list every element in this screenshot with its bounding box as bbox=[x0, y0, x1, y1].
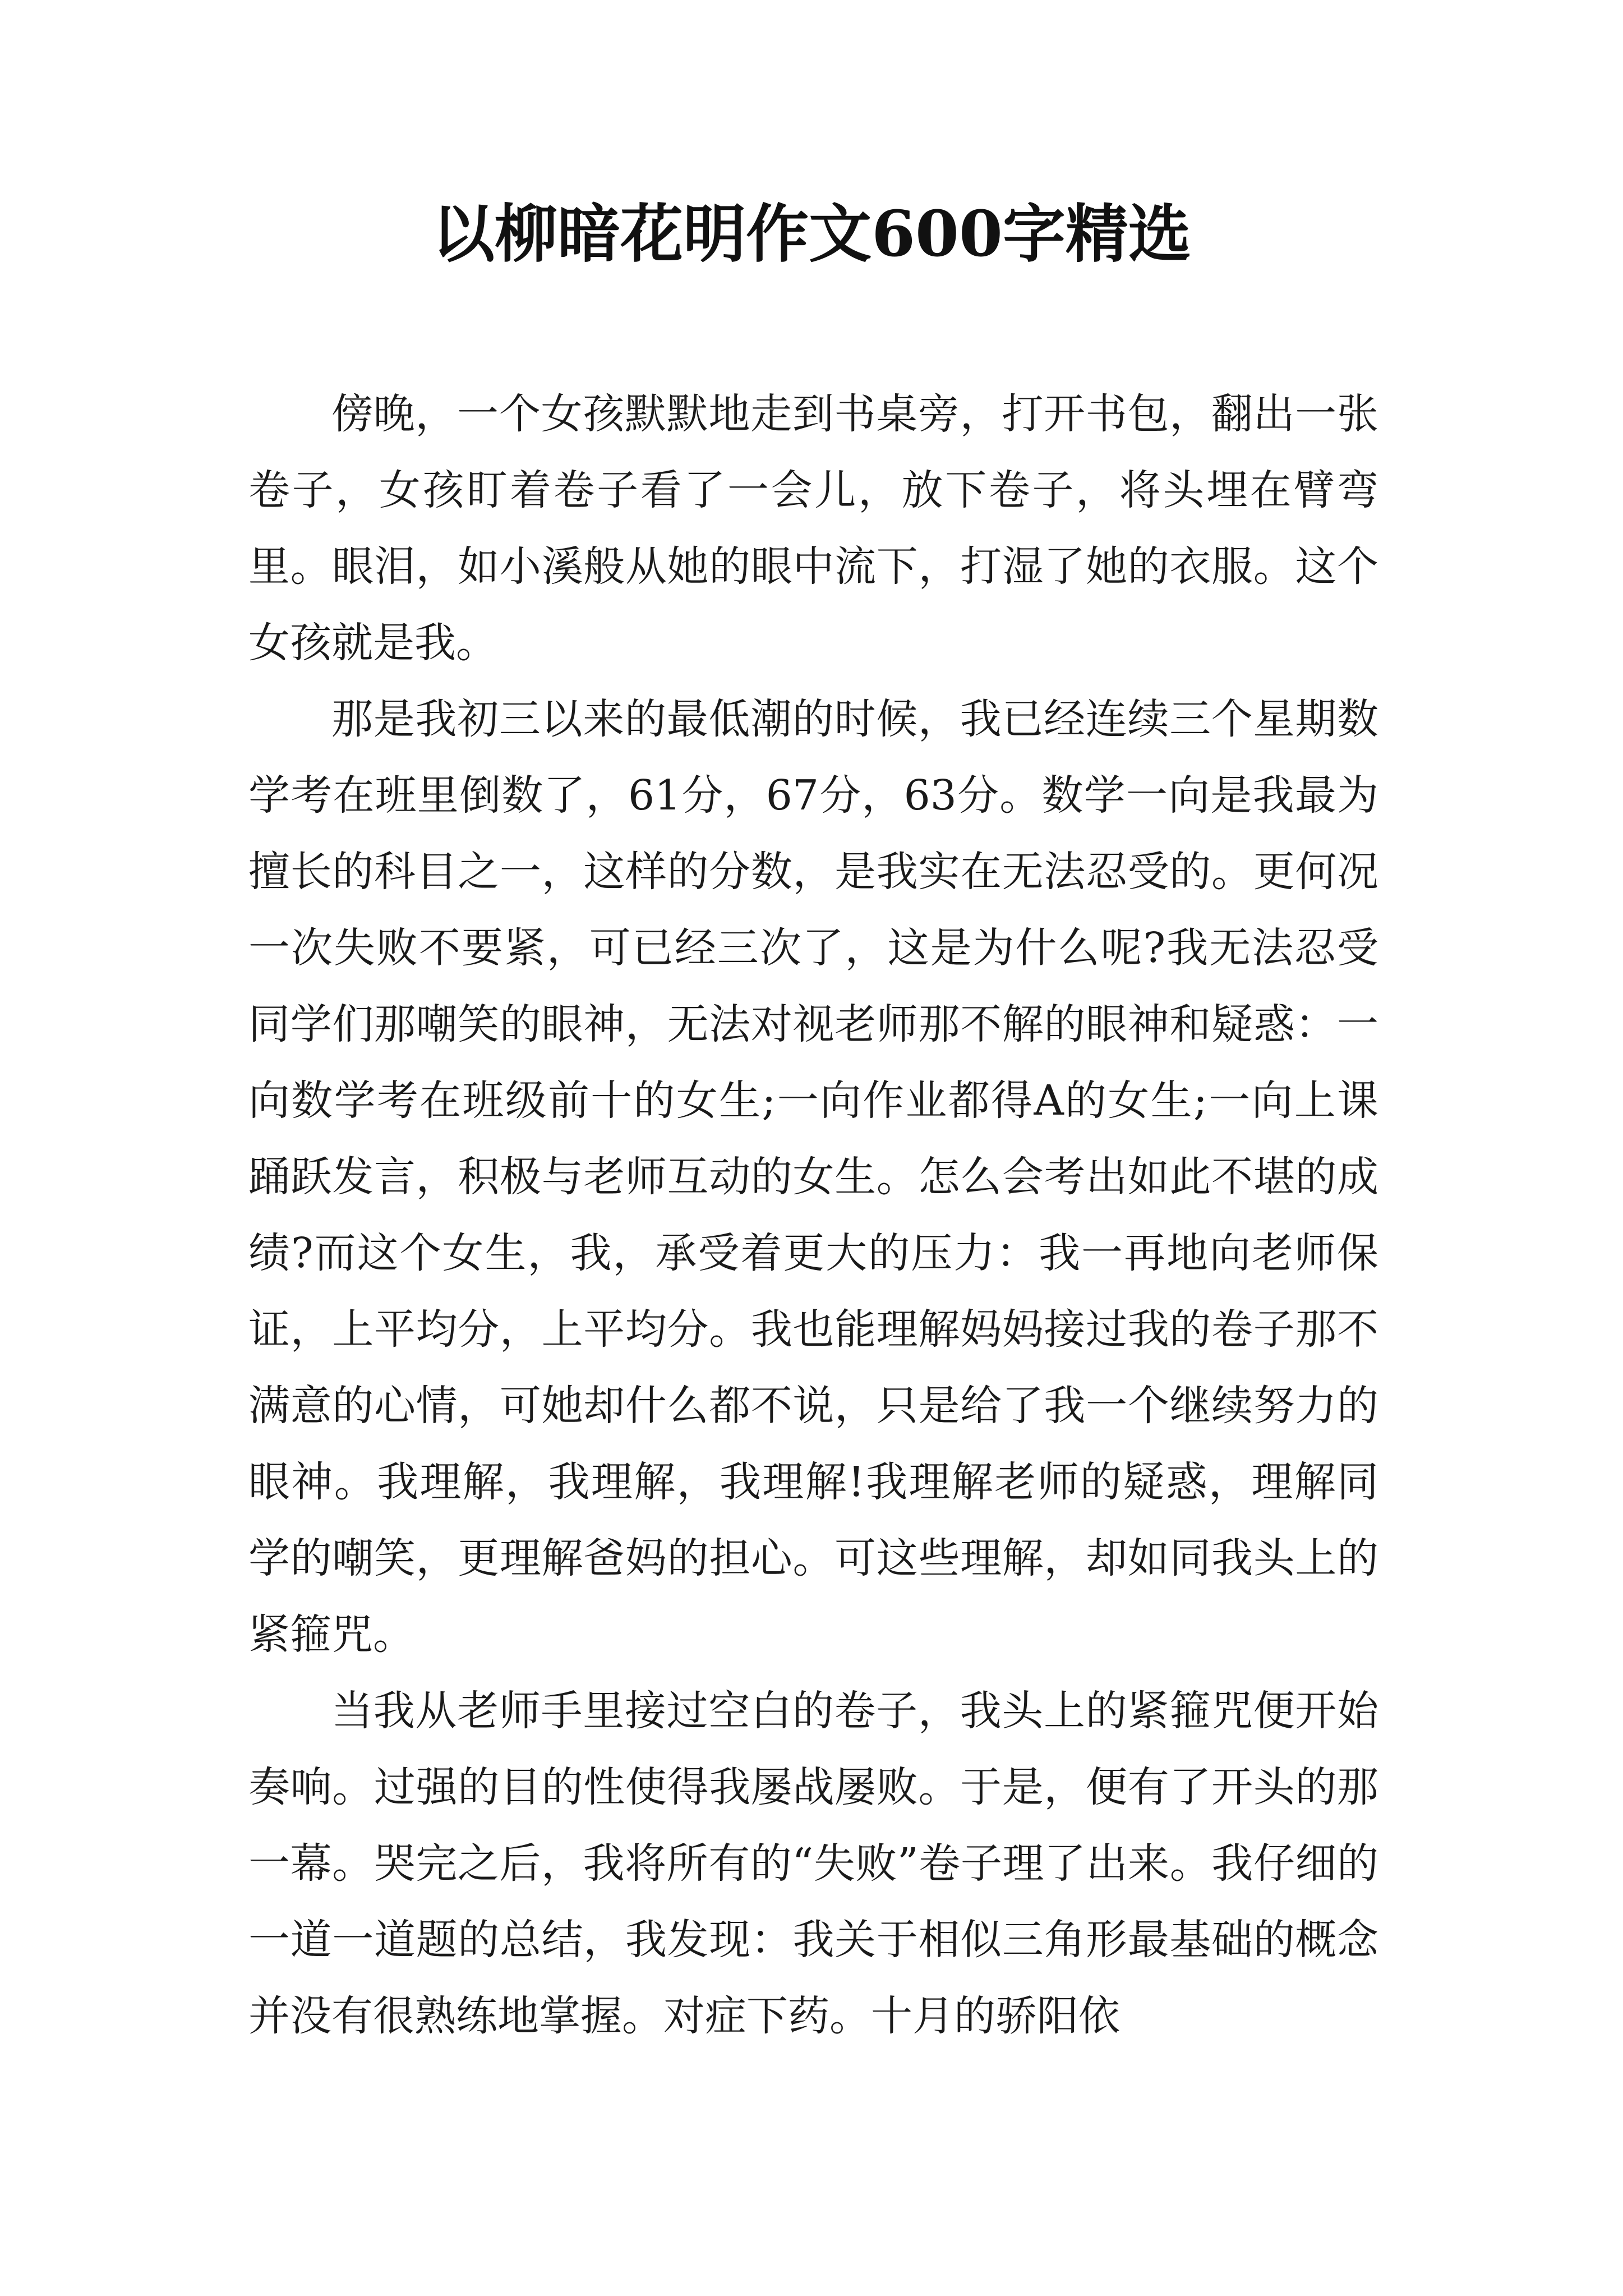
paragraph-2: 那是我初三以来的最低潮的时候，我已经连续三个星期数学考在班里倒数了，61分，67分，63分。数学一向是我最为擅长的科目之一，这样的分数，是我实在无法忍受的。更何况一次失败不要紧，可已经三次了，这是为什么呢?我无法忍受同学们那嘲笑的眼神，无法对视老师那不解的眼神和疑惑：一向数学考在班级前十的女生;一向作业都得A的女生;一向上课踊跃发言，积极与老师互动的女生。怎么会考出如此不堪的成绩?而这个女生，我，承受着更大的压力：我一再地向老师保证，上平均分，上平均分。我也能理解妈妈接过我的卷子那不满意的心情，可她却什么都不说，只是给了我一个继续努力的眼神。我理解，我理解，我理解!我理解老师的疑惑，理解同学的嘲笑，更理解爸妈的担心。可这些理解，却如同我头上的紧箍咒。 bbox=[248, 695, 1378, 1659]
paragraph-1: 傍晚，一个女孩默默地走到书桌旁，打开书包，翻出一张卷子，女孩盯着卷子看了一会儿，放下卷子，将头埋在臂弯里。眼泪，如小溪般从她的眼中流下，打湿了她的衣服。这个女孩就是我。 bbox=[248, 390, 1378, 667]
paragraph-3: 当我从老师手里接过空白的卷子，我头上的紧箍咒便开始奏响。过强的目的性使得我屡战屡败。于是，便有了开头的那一幕。哭完之后，我将所有的“失败”卷子理了出来。我仔细的一道一道题的总结，我发现：我关于相似三角形最基础的概念并没有很熟练地掌握。对症下药。十月的骄阳依 bbox=[248, 1687, 1378, 2040]
document-body bbox=[248, 376, 1378, 2054]
document-title: 以柳暗花明作文600字精选 bbox=[432, 197, 1191, 271]
